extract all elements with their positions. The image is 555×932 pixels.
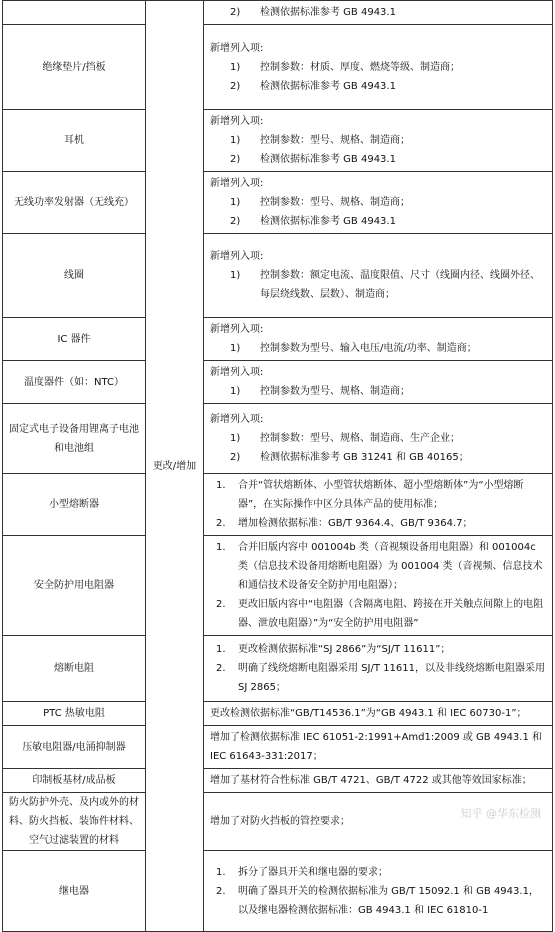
description-item: [210, 476, 548, 514]
item-text: 明确了器具开关的检测依据标准为 GB/T 15092.1 和 GB 4943.1，以及继电器检测依据标准：GB 4943.1 和 IEC 61810-1: [238, 882, 548, 920]
item-number: 1.: [210, 640, 238, 659]
description-item: [210, 863, 548, 882]
component-name: 线圈: [3, 234, 146, 318]
table-row: [3, 726, 553, 769]
change-description: [204, 1, 553, 25]
item-text: 更改检测依据标准“SJ 2866”为“SJ/T 11611”；: [238, 640, 548, 659]
table-row: [3, 474, 553, 536]
table-row: [3, 361, 553, 404]
change-description: [204, 851, 553, 932]
component-name: 继电器: [3, 851, 146, 932]
component-name: 熔断电阻: [3, 636, 146, 702]
item-number: 2): [210, 448, 260, 467]
change-description: [204, 536, 553, 636]
item-text: 拆分了器具开关和继电器的要求；: [238, 863, 548, 882]
description-header: 增加了对防火挡板的管控要求；: [210, 812, 548, 831]
description-item: [210, 382, 548, 401]
component-name: 小型熔断器: [3, 474, 146, 536]
description-item: [210, 640, 548, 659]
item-text: 检测依据标准参考 GB 4943.1: [260, 150, 548, 169]
item-number: 2.: [210, 514, 238, 533]
component-name: 压敏电阻器/电涌抑制器: [3, 726, 146, 769]
component-name: PTC 热敏电阻: [3, 702, 146, 726]
description-item: [210, 150, 548, 169]
description-item: [210, 58, 548, 77]
item-text: 控制参数：型号、规格、制造商；: [260, 193, 548, 212]
item-text: 控制参数为型号、输入电压/电流/功率、制造商；: [260, 339, 548, 358]
description-item: [210, 538, 548, 595]
description-item: [210, 193, 548, 212]
component-name: 固定式电子设备用锂离子电池和电池组: [3, 404, 146, 474]
table-row: [3, 318, 553, 361]
description-header: 新增列入项:: [210, 363, 548, 382]
description-item: [210, 882, 548, 920]
description-item: [210, 595, 548, 633]
item-number: 2.: [210, 882, 238, 920]
item-text: 明确了线绕熔断电阻器采用 SJ/T 11611，以及非线绕熔断电阻器采用 SJ 2865；: [238, 659, 548, 697]
table-row: [3, 793, 553, 851]
item-number: 1): [210, 429, 260, 448]
component-name: 温度器件（如：NTC）: [3, 361, 146, 404]
description-item: [210, 429, 548, 448]
table-row: [3, 110, 553, 172]
item-text: 合并“管状熔断体、小型管状熔断体、超小型熔断体”为“小型熔断器”，在实际操作中区分具体产品的使用标准；: [238, 476, 548, 514]
component-name: 防火防护外壳、及内或外的材料、防火挡板、装饰件材料、空气过滤装置的材料: [3, 793, 146, 851]
item-number: 1): [210, 339, 260, 358]
change-description: [204, 318, 553, 361]
description-header: 增加了检测依据标准 IEC 61051-2:1991+Amd1:2009 或 GB 4943.1 和 IEC 61643-331:2017；: [210, 728, 548, 766]
item-text: 控制参数：型号、规格、制造商；: [260, 131, 548, 150]
change-description: [204, 234, 553, 318]
change-description: [204, 25, 553, 110]
description-item: [210, 339, 548, 358]
description-item: [210, 3, 548, 22]
description-header: 新增列入项:: [210, 410, 548, 429]
table-row: [3, 769, 553, 793]
description-header: 增加了基材符合性标准 GB/T 4721、GB/T 4722 或其他等效国家标准；: [210, 771, 548, 790]
change-type-cell: 更改/增加: [146, 1, 204, 932]
change-description: [204, 172, 553, 234]
table-row: [3, 234, 553, 318]
item-text: 检测依据标准参考 GB 4943.1: [260, 3, 548, 22]
change-description: [204, 474, 553, 536]
component-name: IC 器件: [3, 318, 146, 361]
description-item: [210, 212, 548, 231]
item-text: 检测依据标准参考 GB 31241 和 GB 40165；: [260, 448, 548, 467]
description-header: 新增列入项:: [210, 247, 548, 266]
component-name: 绝缘垫片/挡板: [3, 25, 146, 110]
item-text: 更改旧版内容中“电阻器（含隔离电阻、跨接在开关触点间隙上的电阻器、泄放电阻器）”为“安全防护用电阻器”: [238, 595, 548, 633]
item-number: 1): [210, 58, 260, 77]
description-item: [210, 77, 548, 96]
change-description: [204, 404, 553, 474]
item-number: 2): [210, 212, 260, 231]
change-description: [204, 793, 553, 851]
change-description: [204, 769, 553, 793]
description-item: [210, 514, 548, 533]
table-row: [3, 636, 553, 702]
change-table: [2, 0, 553, 932]
description-header: 新增列入项:: [210, 320, 548, 339]
description-item: [210, 659, 548, 697]
change-description: [204, 110, 553, 172]
item-number: 2): [210, 150, 260, 169]
item-number: 1.: [210, 863, 238, 882]
item-number: 2): [210, 77, 260, 96]
item-number: 2.: [210, 595, 238, 633]
table-row: [3, 172, 553, 234]
table-row: [3, 404, 553, 474]
description-header: 新增列入项:: [210, 174, 548, 193]
watermark: 知乎 @华东检测: [461, 805, 542, 821]
item-text: 控制参数：额定电流、温度限值、尺寸（线圈内径、线圈外径、每层绕线数、层数）、制造商；: [260, 266, 548, 304]
item-text: 控制参数：型号、规格、制造商、生产企业；: [260, 429, 548, 448]
change-description: [204, 702, 553, 726]
table-row: [3, 851, 553, 932]
description-item: [210, 266, 548, 304]
item-number: 1): [210, 266, 260, 304]
description-header: 新增列入项:: [210, 112, 548, 131]
component-name: 印制板基材/成品板: [3, 769, 146, 793]
description-header: 更改检测依据标准“GB/T14536.1”为“GB 4943.1 和 IEC 60730-1”；: [210, 704, 548, 723]
table-row: [3, 702, 553, 726]
change-description: [204, 726, 553, 769]
table-row: [3, 25, 553, 110]
change-description: [204, 636, 553, 702]
item-number: 2): [210, 3, 260, 22]
component-name: 耳机: [3, 110, 146, 172]
component-name: 无线功率发射器（无线充）: [3, 172, 146, 234]
item-number: 1): [210, 382, 260, 401]
item-number: 2.: [210, 659, 238, 697]
description-item: [210, 448, 548, 467]
table-row: [3, 1, 553, 25]
item-number: 1.: [210, 476, 238, 514]
item-text: 控制参数：材质、厚度、燃烧等级、制造商；: [260, 58, 548, 77]
item-number: 1): [210, 193, 260, 212]
item-text: 检测依据标准参考 GB 4943.1: [260, 77, 548, 96]
component-name: [3, 1, 146, 25]
table-row: [3, 536, 553, 636]
change-description: [204, 361, 553, 404]
item-text: 控制参数为型号、规格、制造商；: [260, 382, 548, 401]
item-number: 1.: [210, 538, 238, 595]
description-item: [210, 131, 548, 150]
component-name: 安全防护用电阻器: [3, 536, 146, 636]
item-text: 增加检测依据标准：GB/T 9364.4、GB/T 9364.7；: [238, 514, 548, 533]
item-number: 1): [210, 131, 260, 150]
item-text: 合并旧版内容中 001004b 类（音视频设备用电阻器）和 001004c 类（信息技术设备用熔断电阻器）为 001004 类（音视频、信息技术和通信技术设备安全防护用电阻器）；: [238, 538, 548, 595]
description-header: 新增列入项:: [210, 39, 548, 58]
item-text: 检测依据标准参考 GB 4943.1: [260, 212, 548, 231]
